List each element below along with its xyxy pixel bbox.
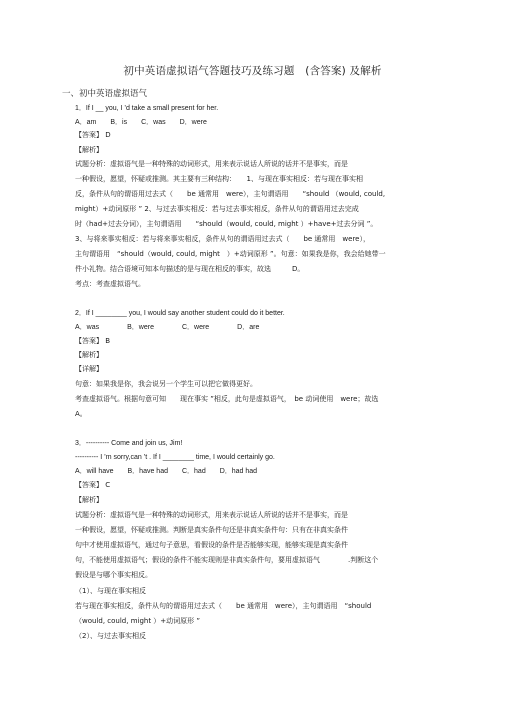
q3-subheading: （2）、与过去事实相反 [75, 632, 146, 640]
q2-explanation-label: 【详解】 [75, 365, 103, 373]
q3-analysis-label: 【解析】 [75, 496, 103, 504]
q3-analysis-line: 一种假设，愿望，怀疑或推测。判断是真实条件句还是非真实条件句：只有在非真实条件 [75, 526, 348, 534]
q3-analysis-line: （would, could, might ）+动词原形 ” [75, 617, 201, 625]
q1-topic: 考点：考查虚拟语气。 [75, 280, 145, 288]
q2-explanation-line: A。 [75, 410, 87, 418]
document-title: 初中英语虚拟语气答题技巧及练习题 (含答案) 及解析 [123, 65, 382, 77]
q2-analysis-label: 【解析】 [75, 351, 103, 359]
q1-analysis-line: 件小礼物。结合语境可知本句描述的是与现在相反的事实，故选 D。 [75, 265, 305, 273]
q2-explanation-line: 考查虚拟语气。根据句意可知 现在事实 ”相反，此句是虚拟语气， be 动词使用 were；故选 [75, 395, 379, 403]
q3-subheading: （1）、与现在事实相反 [75, 587, 146, 595]
q2-explanation-line: 句意：如果我是你，我会说另一个学生可以把它做得更好。 [75, 380, 257, 388]
q3-analysis-line: 句中才使用虚拟语气，通过句子意思，看假设的条件是否能够实现，能够实现是真实条件 [75, 541, 348, 549]
q1-analysis-label: 【解析】 [75, 146, 103, 154]
section-heading: 一、初中英语虚拟语气 [62, 89, 148, 99]
question-2: 2．If I ________ you, I would say another student could do it better. [75, 310, 285, 317]
q1-options: A．am B．is C．was D．were [75, 119, 207, 126]
question-3: 3．---------- Come and join us, Jim! [75, 440, 183, 447]
q3-options: A．will have B．have had C．had D．had had [75, 468, 258, 475]
q1-analysis-line: might）+动词原形 ” 2、与过去事实相反：若与过去事实相反，条件从句的谓语用过去完成 [75, 205, 359, 213]
q3-analysis-line: 若与现在事实相反，条件从句的谓语用过去式（ be 通常用 were），主句谓语用 “should [75, 602, 372, 610]
q1-analysis-line: 一种假设，愿望，怀疑或推测。其主要有三种结构： 1、与现在事实相反：若与现在事实相 [75, 175, 363, 183]
q3-analysis-line: 句，不能使用虚拟语气；假设的条件不能实现则是非真实条件句，要用虚拟语气 .判断这个 [75, 556, 379, 564]
q1-analysis-line: 时（had+过去分词），主句谓语用 “should（would, could, might ）+have+过去分词 ”。 [75, 220, 378, 228]
q3-analysis-line: 试题分析：虚拟语气是一种特殊的动词形式，用来表示说话人所说的话并不是事实，而是 [75, 511, 348, 519]
q2-options: A．was B．were C．were D．are [75, 324, 260, 331]
q3-analysis-line: 假设是与哪个事实相反。 [75, 571, 152, 579]
question-1: 1．If I __ you, I ’d take a small present for her. [75, 105, 219, 112]
q3-dialogue: ---------- I ’m sorry,can ’t . If I ________ time, I would certainly go. [75, 454, 275, 461]
q1-answer: 【答案】 D [75, 131, 111, 139]
q3-answer: 【答案】 C [75, 481, 111, 489]
q1-analysis-line: 主句谓语用 “should（would, could, might ）+动词原形 ”。句意：如果我是你，我会给她带一 [75, 250, 386, 258]
q1-analysis-line: 反，条件从句的谓语用过去式（ be 通常用 were），主句谓语用 “should （would, could, [75, 190, 386, 198]
q1-analysis-line: 试题分析：虚拟语气是一种特殊的动词形式，用来表示说话人所说的话并不是事实，而是 [75, 160, 348, 168]
q2-answer: 【答案】 B [75, 337, 111, 345]
q1-analysis-line: 3、与将来事实相反：若与将来事实相反，条件从句的谓语用过去式（ be 通常用 were）， [75, 235, 370, 243]
